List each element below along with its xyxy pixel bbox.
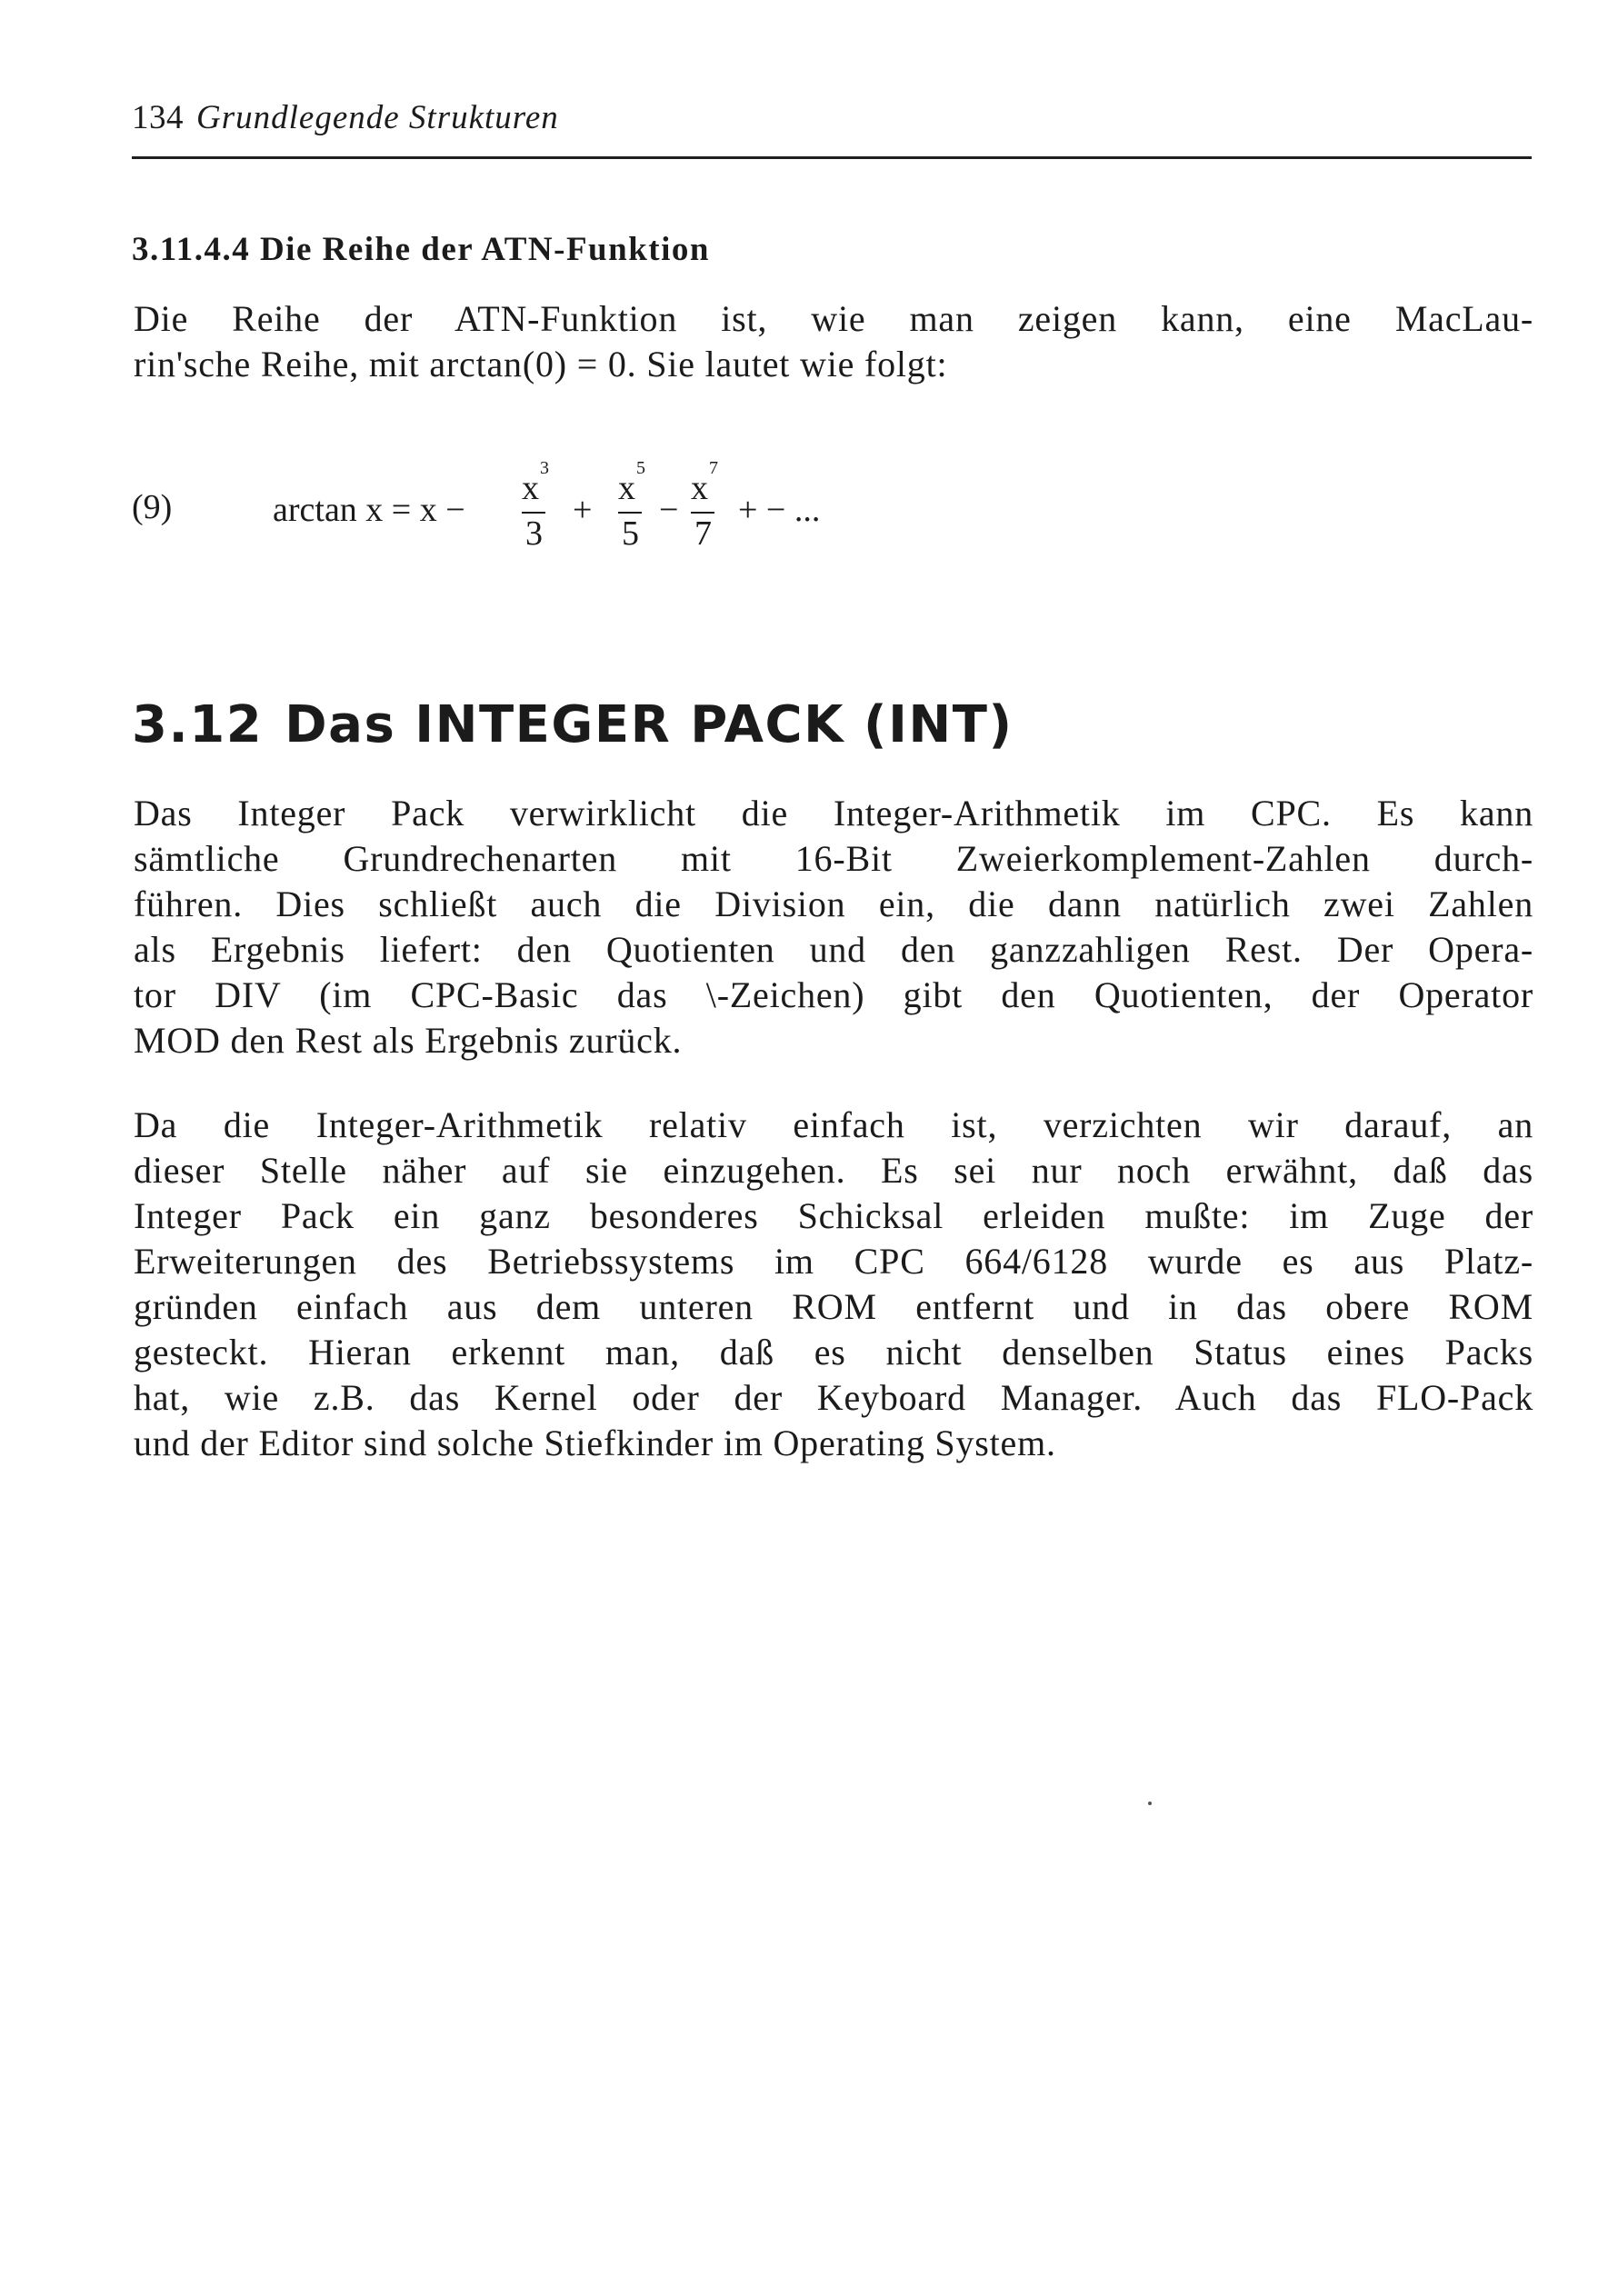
paragraph-line: MOD den Rest als Ergebnis zurück.: [134, 1020, 683, 1061]
paragraph-line: sämtliche Grundrechenarten mit 16-Bit Zweierkomplement-Zahlen durch-: [134, 838, 1533, 879]
section-paragraph-2: [134, 1103, 1533, 1466]
scan-speck: [1148, 1802, 1152, 1805]
page-header: [132, 98, 559, 137]
section-paragraph-1: [134, 791, 1533, 1063]
term3-denominator: 7: [694, 514, 712, 553]
arctan-series-formula: [273, 452, 909, 570]
paragraph-line: rin'sche Reihe, mit arctan(0) = 0. Sie lautet wie folgt:: [134, 344, 948, 384]
equation-number: (9): [132, 488, 173, 526]
paragraph-line: Erweiterungen des Betriebssystems im CPC 664/6128 wurde es aus Platz-: [134, 1241, 1533, 1282]
formula-lhs: arctan x = x −: [273, 491, 465, 529]
paragraph-line: Integer Pack ein ganz besonderes Schicksal erleiden mußte: im Zuge der: [134, 1195, 1533, 1236]
paragraph-line: gründen einfach aus dem unteren ROM entfernt und in das obere ROM: [134, 1286, 1533, 1327]
formula-tail: + − ...: [738, 491, 821, 529]
paragraph-line: tor DIV (im CPC-Basic das \-Zeichen) gibt den Quotienten, der Operator: [134, 974, 1533, 1015]
term2-denominator: 5: [622, 514, 639, 553]
paragraph-line: dieser Stelle näher auf sie einzugehen. Es sei nur noch erwähnt, daß das: [134, 1150, 1533, 1191]
paragraph-line: gesteckt. Hieran erkennt man, daß es nicht denselben Status eines Packs: [134, 1332, 1533, 1373]
subsection-heading: 3.11.4.4 Die Reihe der ATN-Funktion: [132, 231, 710, 268]
term2-numerator: $x^5$: [618, 458, 645, 507]
paragraph-line: und der Editor sind solche Stiefkinder im Operating System.: [134, 1423, 1056, 1463]
paragraph-line: Die Reihe der ATN-Funktion ist, wie man zeigen kann, eine MacLau-: [134, 298, 1533, 339]
paragraph-line: als Ergebnis liefert: den Quotienten und den ganzzahligen Rest. Der Opera-: [134, 929, 1533, 970]
term1-denominator: 3: [525, 514, 543, 553]
paragraph-line: Das Integer Pack verwirklicht die Integer-Arithmetik im CPC. Es kann: [134, 793, 1533, 834]
term3-numerator: $x^7$: [691, 458, 718, 507]
header-rule: [132, 156, 1532, 159]
paragraph-line: führen. Dies schließt auch die Division ein, die dann natürlich zwei Zahlen: [134, 883, 1533, 924]
section-heading: [132, 695, 1014, 754]
page-number: 134: [132, 99, 184, 136]
paragraph-line: Da die Integer-Arithmetik relativ einfach ist, verzichten wir darauf, an: [134, 1104, 1533, 1145]
paragraph-line: hat, wie z.B. das Kernel oder der Keyboard Manager. Auch das FLO-Pack: [134, 1377, 1533, 1418]
operator-minus: −: [659, 491, 679, 529]
subsection-paragraph: [134, 296, 1533, 387]
running-title: Grundlegende Strukturen: [196, 99, 559, 136]
operator-plus: +: [573, 491, 593, 529]
section-title: Das INTEGER PACK (INT): [285, 695, 1014, 754]
term1-numerator: $x^3$: [522, 458, 549, 507]
section-number: 3.12: [132, 695, 264, 754]
